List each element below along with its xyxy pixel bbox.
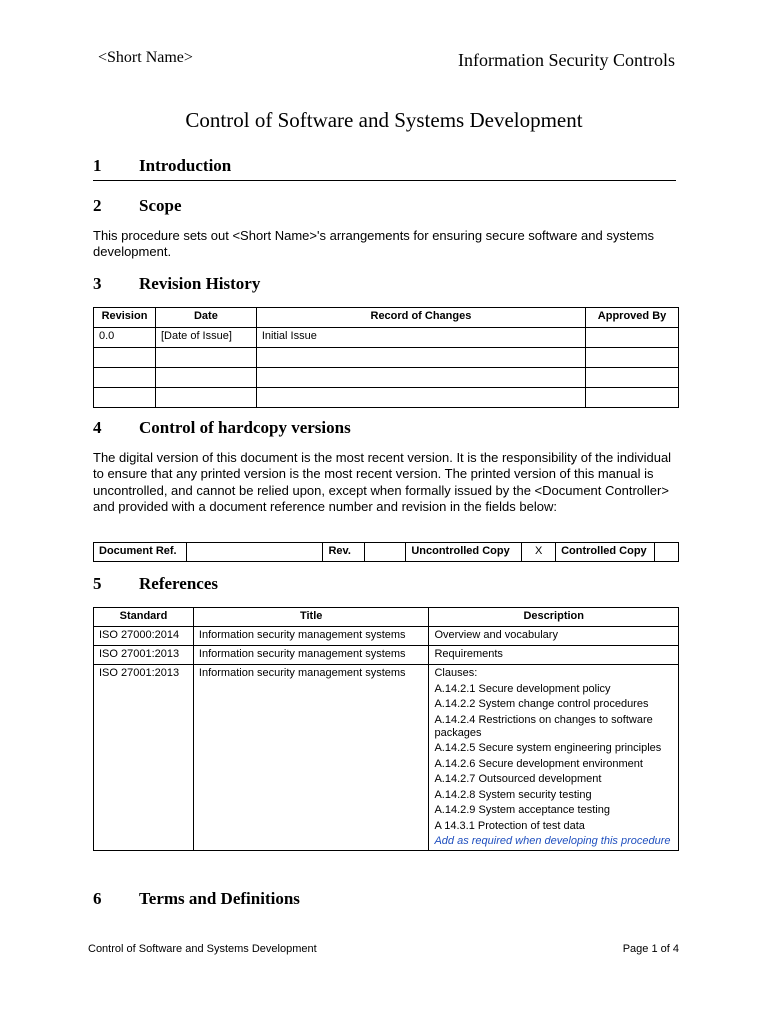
uncontrolled-copy-mark: X xyxy=(522,543,556,562)
table-cell: 0.0 xyxy=(94,328,156,348)
table-cell: Initial Issue xyxy=(256,328,585,348)
table-cell: [Date of Issue] xyxy=(155,328,256,348)
page-number: Page 1 of 4 xyxy=(622,943,679,955)
section-heading-introduction xyxy=(93,156,676,181)
table-cell xyxy=(94,348,156,368)
uncontrolled-copy-label: Uncontrolled Copy xyxy=(406,543,522,562)
section-heading-references xyxy=(93,574,218,594)
table-cell xyxy=(256,348,585,368)
table-cell: Requirements xyxy=(429,646,679,665)
table-cell xyxy=(586,328,679,348)
section-title: Scope xyxy=(139,196,182,215)
clause-item: A.14.2.8 System security testing xyxy=(434,788,592,801)
table-cell xyxy=(586,388,679,408)
doc-ref-field xyxy=(186,543,323,562)
section-heading-terms xyxy=(93,889,300,909)
section-heading-scope xyxy=(93,196,182,216)
column-header: Standard xyxy=(94,608,194,627)
table-row xyxy=(94,348,679,368)
clause-item: A.14.2.1 Secure development policy xyxy=(434,682,611,695)
section-heading-hardcopy xyxy=(93,418,351,438)
table-row xyxy=(94,328,679,348)
table-cell xyxy=(94,368,156,388)
table-row xyxy=(94,368,679,388)
clause-item: A.14.2.6 Secure development environment xyxy=(434,757,643,770)
table-cell: Information security management systems xyxy=(193,665,429,851)
clause-item: A 14.3.1 Protection of test data xyxy=(434,819,585,832)
table-row xyxy=(94,646,679,665)
table-header-row xyxy=(94,308,679,328)
section-title: Introduction xyxy=(139,156,232,175)
table-row xyxy=(94,665,679,851)
section-number: 3 xyxy=(93,274,102,293)
header-category: Information Security Controls xyxy=(458,50,675,70)
column-header: Record of Changes xyxy=(256,308,585,328)
table-cell xyxy=(155,388,256,408)
clauses-label: Clauses: xyxy=(434,667,478,679)
controlled-copy-label: Controlled Copy xyxy=(556,543,655,562)
table-header-row xyxy=(94,608,679,627)
table-row xyxy=(94,388,679,408)
table-cell: ISO 27001:2013 xyxy=(94,665,194,851)
doc-ref-label: Document Ref. xyxy=(94,543,187,562)
table-cell xyxy=(94,388,156,408)
table-cell xyxy=(256,368,585,388)
controlled-copy-mark xyxy=(654,543,678,562)
references-table xyxy=(93,607,679,851)
table-cell xyxy=(155,368,256,388)
section-number: 5 xyxy=(93,574,102,593)
section-number: 2 xyxy=(93,196,102,215)
section-title: Control of hardcopy versions xyxy=(139,418,351,437)
scope-paragraph: This procedure sets out <Short Name>'s arrangements for ensuring secure software and systems development. xyxy=(93,228,655,260)
table-cell xyxy=(256,388,585,408)
table-cell: ISO 27000:2014 xyxy=(94,627,194,646)
table-cell xyxy=(155,348,256,368)
clause-item: A.14.2.2 System change control procedures xyxy=(434,698,649,710)
clauses-cell xyxy=(429,665,679,851)
table-cell xyxy=(586,348,679,368)
table-cell: ISO 27001:2013 xyxy=(94,646,194,665)
page-title: Control of Software and Systems Development xyxy=(185,108,583,132)
section-title: Revision History xyxy=(139,274,261,293)
column-header: Date xyxy=(155,308,256,328)
footer-title: Control of Software and Systems Development xyxy=(88,943,317,955)
rev-label: Rev. xyxy=(323,543,365,562)
table-cell: Information security management systems xyxy=(193,646,429,665)
column-header: Description xyxy=(429,608,679,627)
table-cell: Information security management systems xyxy=(193,627,429,646)
hardcopy-paragraph: The digital version of this document is the most recent version. It is the responsibility of the individual to ensure that any printed version is the most recent version. The printed version of this manual is uncontrolled, and cannot be relied upon, except when formally issued by the <Document Controller> and provided with a document reference number and revision in the fields below: xyxy=(93,450,672,515)
section-title: Terms and Definitions xyxy=(139,889,300,908)
clause-note: Add as required when developing this procedure xyxy=(434,835,671,847)
clause-item: A.14.2.7 Outsourced development xyxy=(434,773,602,785)
section-number: 1 xyxy=(93,156,102,175)
table-row xyxy=(94,543,679,562)
revision-history-table xyxy=(93,307,679,408)
rev-field xyxy=(365,543,406,562)
section-heading-revision-history xyxy=(93,274,260,294)
table-cell xyxy=(586,368,679,388)
document-control-table xyxy=(93,542,679,562)
clause-item: A.14.2.5 Secure system engineering principles xyxy=(434,742,662,754)
column-header: Title xyxy=(193,608,429,627)
table-cell: Overview and vocabulary xyxy=(429,627,679,646)
table-row xyxy=(94,627,679,646)
column-header: Approved By xyxy=(586,308,679,328)
section-title: References xyxy=(139,574,218,593)
section-number: 4 xyxy=(93,418,102,437)
clause-item: A.14.2.4 Restrictions on changes to software packages xyxy=(434,713,653,739)
section-number: 6 xyxy=(93,889,102,908)
header-short-name: <Short Name> xyxy=(98,49,193,66)
column-header: Revision xyxy=(94,308,156,328)
clause-item: A.14.2.9 System acceptance testing xyxy=(434,804,610,816)
